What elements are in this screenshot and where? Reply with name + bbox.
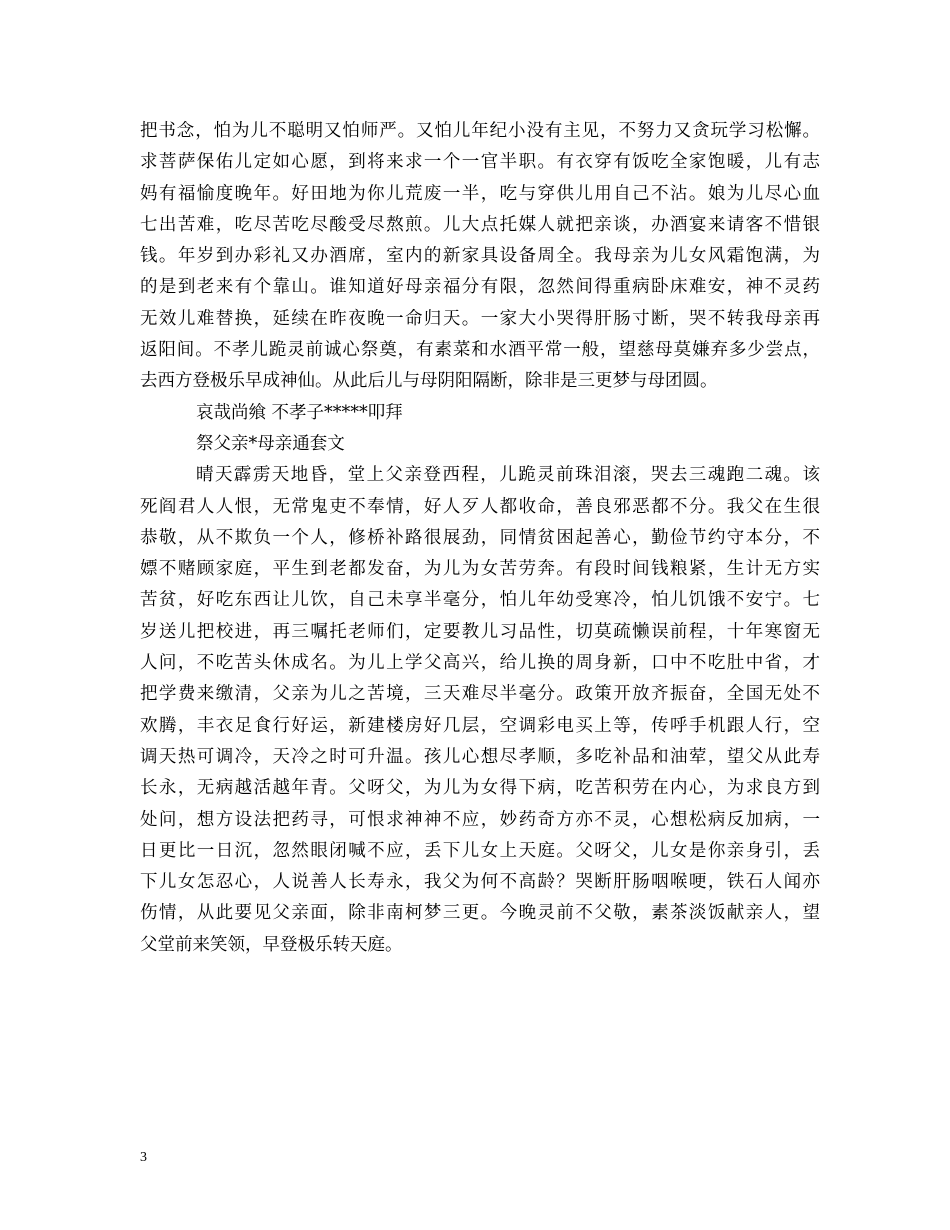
paragraph-father-elegy [140,460,820,961]
section-title: 祭父亲*母亲通套文 [196,433,345,454]
text-line: 去西方登极乐早成神仙。从此后儿与母阴阳隔断，除非是三更梦与母团圆。 [140,371,718,392]
text-line: 无效儿难替换，延续在昨夜晚一命归天。一家大小哭得肝肠寸断，哭不转我母亲再 [140,308,820,329]
text-line: 返阳间。不孝儿跪灵前诚心祭奠，有素菜和水酒平常一般，望慈母莫嫌弃多少尝点， [140,340,820,361]
text-line: 嫖不赌顾家庭，平生到老都发奋，为儿为女苦劳奔。有段时间钱粮紧，生计无方实 [140,559,820,580]
text-line: 把书念，怕为儿不聪明又怕师严。又怕儿年纪小没有主见，不努力又贪玩学习松懈。 [140,121,820,141]
page-number: 3 [140,1150,147,1165]
text-line: 日更比一日沉，忽然眼闭喊不应，丢下儿女上天庭。父呀父，儿女是你亲身引，丢 [140,840,820,861]
text-line: 长永，无病越活越年青。父呀父，为儿为女得下病，吃苦积劳在内心，为求良方到 [140,778,820,799]
text-line: 岁送儿把校进，再三嘱托老师们，定要教儿习品性，切莫疏懒误前程，十年寒窗无 [140,621,820,642]
text-line: 调天热可调冷，天冷之时可升温。孩儿心想尽孝顺，多吃补品和油荤，望父从此寿 [140,746,820,767]
text-line: 死阎君人人恨，无常鬼吏不奉情，好人歹人都收命，善良邪恶都不分。我父在生很 [140,496,820,517]
text-line: 父堂前来笑领，早登极乐转天庭。 [140,934,403,955]
text-line: 恭敬，从不欺负一个人，修桥补路很展劲，同情贫困起善心，勤俭节约守本分，不 [140,527,820,548]
text-line: 七出苦难，吃尽苦吃尽酸受尽熬煎。儿大点托媒人就把亲谈，办酒宴来请客不惜银 [140,214,820,235]
text-line: 苦贫，好吃东西让儿饮，自己未享半毫分，怕儿年幼受寒冷，怕儿饥饿不安宁。七 [140,590,820,611]
paragraph-mother-elegy [140,116,820,398]
text-line: 处问，想方设法把药寻，可恨求神神不应，妙药奇方亦不灵，心想松病反加病，一 [140,809,820,830]
text-line: 晴天霹雳天地昏，堂上父亲登西程，儿跪灵前珠泪滚，哭去三魂跑二魂。该 [196,465,820,486]
document-body [140,116,820,961]
closing-line: 哀哉尚飨 不孝子*****叩拜 [196,402,403,423]
text-line: 伤情，从此要见父亲面，除非南柯梦三更。今晚灵前不父敬，素茶淡饭献亲人，望 [140,903,820,924]
text-line: 钱。年岁到办彩礼又办酒席，室内的新家具设备周全。我母亲为儿女风霜饱满，为 [140,246,820,267]
text-line: 人问，不吃苦头休成名。为儿上学父高兴，给儿换的周身新，口中不吃肚中省，才 [140,653,820,674]
text-line: 下儿女怎忍心，人说善人长寿永，我父为何不高龄？哭断肝肠咽喉哽，铁石人闻亦 [140,872,820,893]
text-line: 的是到老来有个靠山。谁知道好母亲福分有限，忽然间得重病卧床难安，神不灵药 [140,277,820,298]
text-line: 求菩萨保佑儿定如心愿，到将来求一个一官半职。有衣穿有饭吃全家饱暖，儿有志 [140,152,820,173]
text-line: 欢腾，丰衣足食行好运，新建楼房好几层，空调彩电买上等，传呼手机跟人行，空 [140,715,820,736]
text-line: 把学费来缴清，父亲为儿之苦境，三天难尽半毫分。政策开放齐振奋，全国无处不 [140,684,820,705]
text-line: 妈有福愉度晚年。好田地为你儿荒废一半，吃与穿供儿用自己不沾。娘为儿尽心血 [140,183,820,204]
